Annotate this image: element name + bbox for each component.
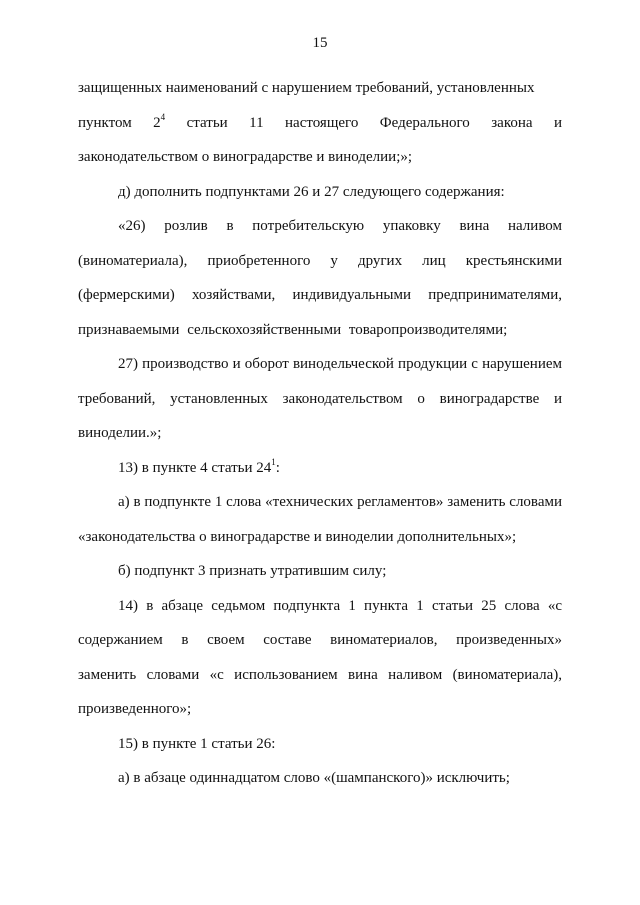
paragraph-13-a: а) в подпункте 1 слова «технических регламентов» заменить словами «законодательства о виноградарстве и виноделии дополнительных»; [78, 494, 562, 545]
paragraph-tail: : [275, 459, 280, 476]
word-with-superscript [153, 106, 165, 141]
word: Федерального [379, 114, 470, 131]
word: пунктом [78, 114, 132, 131]
word: закона [491, 114, 533, 131]
superscript: 4 [160, 111, 166, 122]
line-text: защищенных наименований с нарушением требований, установленных [78, 80, 535, 96]
paragraph-13 [78, 451, 562, 486]
superscript: 1 [271, 456, 276, 467]
word: и [553, 114, 562, 131]
word: статьи [186, 114, 228, 131]
paragraph-13-b: б) подпункт 3 признать утратившим силу; [118, 563, 387, 579]
paragraph-26: «26) розлив в потребительскую упаковку вина наливом (виноматериала), приобретенного у других лиц крестьянскими (фермерскими) хозяйствами, индивидуальными предпринимателями, признаваемыми сельскохозяйственными товаропроизводителями; [78, 218, 562, 338]
text-line-1 [78, 71, 562, 106]
word: 2 [153, 114, 161, 131]
paragraph-continuation [78, 71, 562, 175]
paragraph-text: 13) в пункте 4 статьи 24 [118, 459, 272, 476]
word: 11 [249, 114, 264, 131]
paragraph-14: 14) в абзаце седьмом подпункта 1 пункта 1 статьи 25 слова «с содержанием в своем составе виноматериалов, произведенных» заменить словами «с использованием вина наливом (виноматериала), произведенного»; [78, 597, 562, 717]
word: настоящего [285, 114, 359, 131]
paragraph-27: 27) производство и оборот винодельческой продукции с нарушением требований, установленных законодательством о виноградарстве и виноделии.»; [78, 356, 562, 441]
page-number: 15 [312, 35, 328, 51]
text-line-3: законодательством о виноградарстве и виноделии;»; [78, 149, 413, 165]
paragraph-d: д) дополнить подпунктами 26 и 27 следующего содержания: [118, 183, 505, 200]
text-line-2 [78, 106, 562, 141]
paragraph-15: 15) в пункте 1 статьи 26: [118, 735, 276, 752]
document-body [78, 71, 562, 796]
paragraph-15-a: а) в абзаце одиннадцатом слово «(шампанского)» исключить; [118, 770, 510, 786]
